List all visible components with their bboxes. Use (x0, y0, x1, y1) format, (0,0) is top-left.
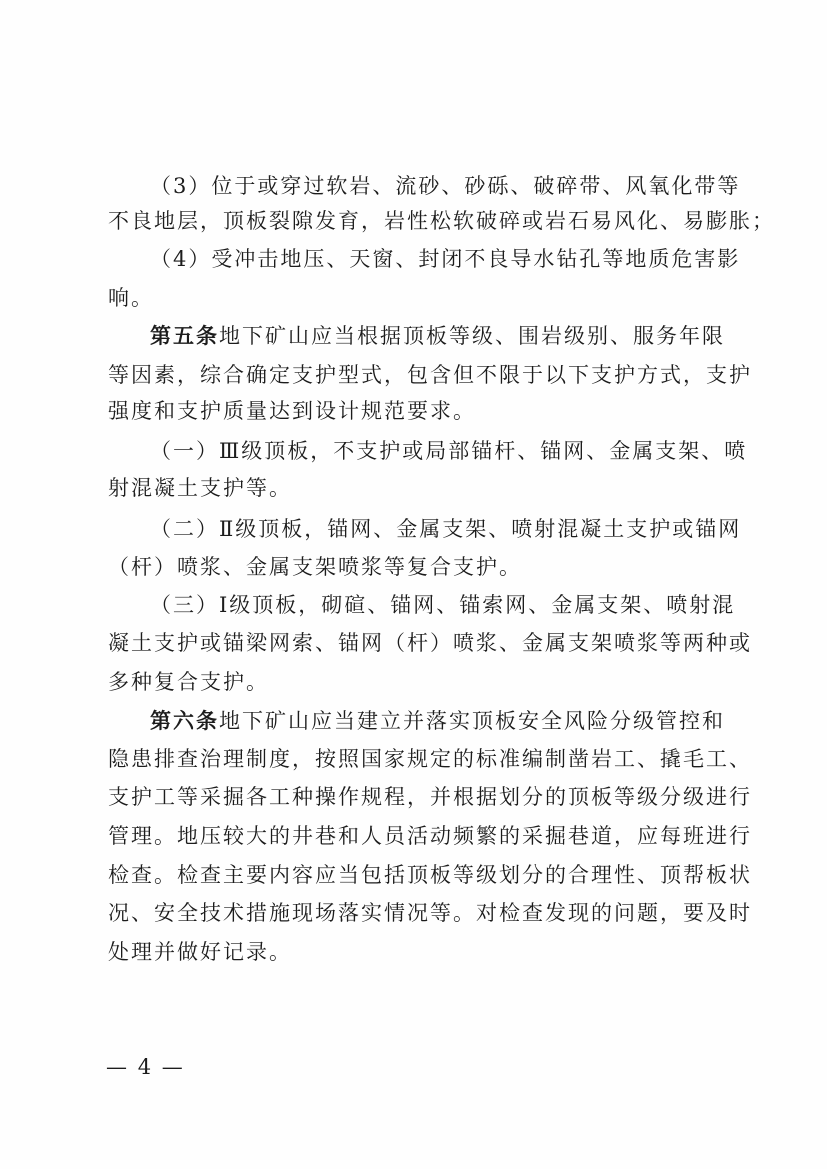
text-line: （杆）喷浆、金属支架喷浆等复合支护。 (108, 555, 522, 579)
text-line: 射混凝土支护等。 (108, 476, 292, 500)
article-heading: 第五条 (150, 324, 219, 348)
article-heading: 第六条 (150, 709, 219, 733)
article-text: 地下矿山应当根据顶板等级、围岩级别、服务年限 (219, 324, 725, 348)
text-line: 管理。地压较大的井巷和人员活动频繁的采掘巷道，应每班进行 (108, 824, 752, 848)
text-line: 强度和支护质量达到设计规范要求。 (108, 399, 476, 423)
text-line: （三）Ⅰ级顶板，砌碹、锚网、锚索网、金属支架、喷射混 (150, 593, 736, 617)
text-line: 况、安全技术措施现场落实情况等。对检查发现的问题，要及时 (108, 901, 752, 925)
text-line: 响。 (108, 286, 154, 310)
footer-dash-left: — (106, 1055, 127, 1079)
text-line: 等因素，综合确定支护型式，包含但不限于以下支护方式，支护 (108, 363, 752, 387)
text-line: （二）Ⅱ级顶板，锚网、金属支架、喷射混凝土支护或锚网 (150, 517, 742, 541)
text-line: 凝土支护或锚梁网索、锚网（杆）喷浆、金属支架喷浆等两种或 (108, 631, 752, 655)
text-line: 检查。检查主要内容应当包括顶板等级划分的合理性、顶帮板状 (108, 863, 752, 887)
footer-dash-right: — (161, 1055, 183, 1079)
text-line: 处理并做好记录。 (108, 940, 292, 964)
text-line: 不良地层，顶板裂隙发育，岩性松软破碎或岩石易风化、易膨胀； (108, 209, 775, 233)
page-number: 4 (137, 1055, 152, 1079)
text-line: （一）Ⅲ级顶板，不支护或局部锚杆、锚网、金属支架、喷 (150, 439, 748, 463)
article-text: 地下矿山应当建立并落实顶板安全风险分级管控和 (219, 709, 725, 733)
text-line: 隐患排查治理制度，按照国家规定的标准编制凿岩工、撬毛工、 (108, 747, 752, 771)
text-line: （4）受冲击地压、天窗、封闭不良导水钻孔等地质危害影 (150, 247, 741, 271)
text-line: 支护工等采掘各工种操作规程，并根据划分的顶板等级分级进行 (108, 785, 752, 809)
page-footer (106, 1052, 183, 1082)
article-6-line (150, 706, 725, 736)
text-line: （3）位于或穿过软岩、流砂、砂砾、破碎带、风氧化带等 (150, 174, 741, 198)
text-line: 多种复合支护。 (108, 670, 269, 694)
article-5-line (150, 321, 725, 351)
